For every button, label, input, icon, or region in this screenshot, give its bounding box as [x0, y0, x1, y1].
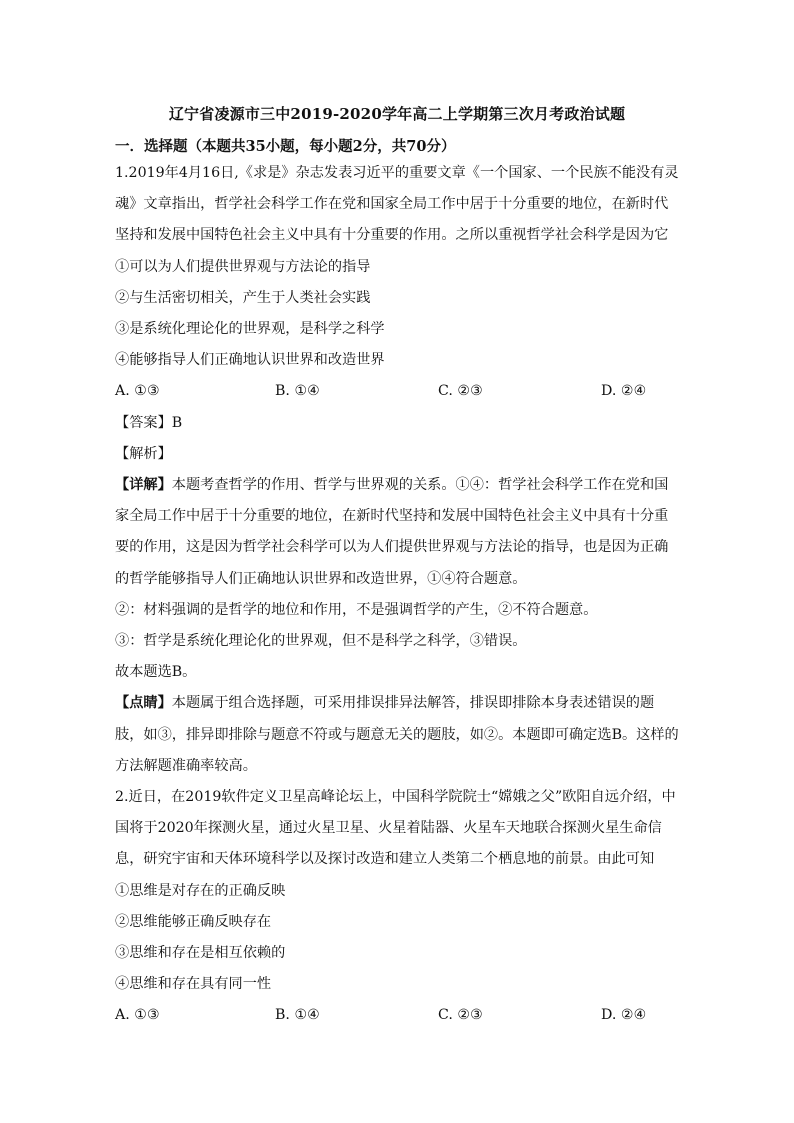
- q2-item-4: ④思维和存在具有同一性: [115, 976, 272, 993]
- q1-conclusion: 故本题选B。: [115, 664, 197, 681]
- q1-tip: [115, 688, 680, 782]
- q2-item-1: ①思维是对存在的正确反映: [115, 882, 286, 899]
- q2-option-d: D. ②④: [601, 1007, 647, 1024]
- q1-option-d: D. ②④: [601, 383, 647, 400]
- q1-item-1: ①可以为人们提供世界观与方法论的指导: [115, 258, 371, 275]
- q1-detail: [115, 470, 680, 595]
- q2-option-a: A. ①③: [115, 1007, 160, 1024]
- detail-tag: 【详解】: [115, 477, 172, 494]
- q2-item-2: ②思维能够正确反映存在: [115, 913, 272, 930]
- q1-item-4: ④能够指导人们正确地认识世界和改造世界: [115, 352, 385, 369]
- page-title: 辽宁省凌源市三中2019-2020学年高二上学期第三次月考政治试题: [168, 105, 626, 123]
- tip-tag: 【点睛】: [115, 695, 172, 712]
- section-heading: 一．选择题（本题共35小题，每小题2分，共70分）: [115, 138, 456, 155]
- q1-item-2: ②与生活密切相关，产生于人类社会实践: [115, 289, 371, 306]
- q1-option-a: A. ①③: [115, 383, 160, 400]
- q2-item-3: ③思维和存在是相互依赖的: [115, 945, 286, 962]
- analysis-tag: 【解析】: [115, 445, 172, 462]
- q2-option-b: B. ①④: [275, 1007, 320, 1024]
- q1-option-b: B. ①④: [275, 383, 320, 400]
- q2-option-c: C. ②③: [438, 1007, 483, 1024]
- tip-text: 本题属于组合选择题，可采用排误排异法解答，排误即排除本身表述错误的题肢，如③，排异即排除与题意不符或与题意无关的题肢，如②。本题即可确定选B。这样的方法解题准确率较高。: [115, 695, 679, 774]
- q2-options: [115, 1000, 680, 1031]
- q1-answer-line: [115, 408, 680, 439]
- q2-stem: 2.近日，在2019软件定义卫星高峰论坛上，中国科学院院士“嫦娥之父”欧阳自远介绍，中国将于2020年探测火星，通过火星卫星、火星着陆器、火星车天地联合探测火星生命信息，研究宇宙和天体环境科学以及探讨改造和建立人类第二个栖息地的前景。由此可知: [115, 789, 676, 868]
- q1-options: [115, 376, 680, 407]
- q1-detail-3: ③：哲学是系统化理论化的世界观，但不是科学之科学，③错误。: [115, 633, 527, 650]
- detail-text: 本题考查哲学的作用、哲学与世界观的关系。①④：哲学社会科学工作在党和国家全局工作中居于十分重要的地位，在新时代坚持和发展中国特色社会主义中具有十分重要的作用，这是因为哲学社会科学可以为人们提供世界观与方法论的指导，也是因为正确的哲学能够指导人们正确地认识世界和改造世界，①④符合题意。: [115, 477, 669, 587]
- q1-detail-2: ②：材料强调的是哲学的地位和作用，不是强调哲学的产生，②不符合题意。: [115, 601, 598, 618]
- q1-option-c: C. ②③: [438, 383, 483, 400]
- q1-stem: 1.2019年4月16日,《求是》杂志发表习近平的重要文章《一个国家、一个民族不能没有灵魂》文章指出，哲学社会科学工作在党和国家全局工作中居于十分重要的地位，在新时代坚持和发展中国特色社会主义中具有十分重要的作用。之所以重视哲学社会科学是因为它: [115, 165, 679, 244]
- content-body: [115, 158, 680, 1032]
- answer-value: B: [171, 414, 183, 431]
- q1-item-3: ③是系统化理论化的世界观，是科学之科学: [115, 321, 385, 338]
- answer-tag: 【答案】: [115, 414, 172, 431]
